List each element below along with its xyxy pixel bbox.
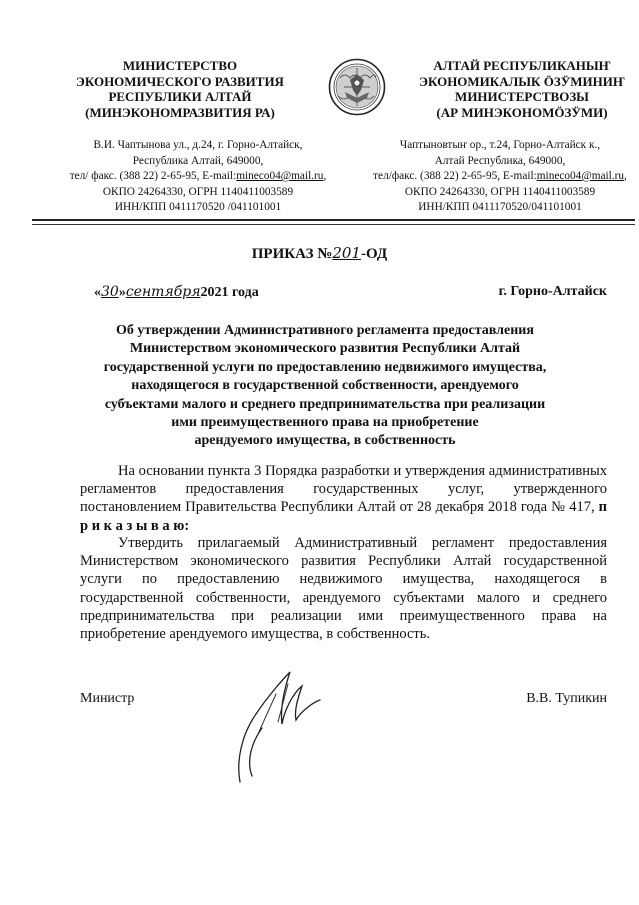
- header-left-title-line: РЕСПУБЛИКИ АЛТАЙ: [108, 89, 252, 104]
- header-divider-thin: [32, 224, 635, 225]
- subject-line: ими преимущественного права на приобретение: [171, 415, 479, 431]
- signature-graphic: [222, 664, 342, 788]
- header-left-address-1: В.И. Чаптынова ул., д.24, г. Горно-Алтайск,: [93, 139, 303, 151]
- order-city: г. Горно-Алтайск: [498, 284, 607, 299]
- header-right-info: [364, 138, 636, 216]
- date-quote-open: «: [94, 285, 101, 300]
- subject-line: Министерством экономического развития Республики Алтай: [129, 341, 521, 357]
- header-right-email-link[interactable]: mineco04@mail.ru: [536, 170, 625, 182]
- coat-of-arms-emblem-icon: [328, 58, 386, 116]
- date-quote-close: »: [118, 285, 126, 300]
- header-left-phone-suffix: ,: [323, 170, 327, 182]
- header-left-contacts: [62, 169, 334, 185]
- header-right-inn: ИНН/КПП 0411170520/041101001: [418, 201, 582, 213]
- order-suffix: -ОД: [360, 246, 388, 262]
- subject-line: Об утверждении Административного регламента предоставления: [116, 323, 534, 338]
- order-date: [94, 284, 259, 301]
- header-right-title-line: АЛТАЙ РЕСПУБЛИКАНЫҤ: [433, 58, 611, 73]
- order-title: [0, 244, 639, 263]
- header-left-info: [62, 138, 334, 216]
- header-left-title-line: ЭКОНОМИЧЕСКОГО РАЗВИТИЯ: [76, 73, 284, 89]
- header-left-phone: тел/ факс. (388 22) 2-65-95, E-mail:: [69, 170, 237, 182]
- header-right-address-2: Алтай Республика, 649000,: [434, 154, 566, 167]
- header-right-address-1: Чаптыновтыҥ ор., т.24, Горно-Алтайск к.,: [399, 139, 601, 151]
- order-command: п р и к а з ы в а ю:: [80, 499, 607, 534]
- body-paragraph-2: [80, 534, 607, 643]
- subject-line: государственной услуги по предоставлению недвижимого имущества,: [103, 359, 547, 375]
- header-left-email-link[interactable]: mineco04@mail.ru: [236, 170, 324, 182]
- subject-line: арендуемого имущества, в собственность: [194, 433, 456, 449]
- order-number: 201: [332, 244, 361, 262]
- header-left-title-line: МИНИСТЕРСТВО: [122, 58, 238, 73]
- header-divider-thick: [32, 219, 635, 221]
- body-paragraph-1: [80, 462, 607, 535]
- header-left-address-2: Республика Алтай, 649000,: [132, 154, 264, 167]
- paragraph-2-text: Утвердить прилагаемый Административный регламент предоставления Министерством экономического развития Республики Алтай государственной услуги по предоставлению недвижимого имущества, находящегося в государственной собственности, арендуемого субъектами малого и среднего предпринимательства при реализации ими преимущественного права на приобретение арендуемого имущества, в собственность.: [80, 535, 607, 643]
- handwritten-signature-icon: [222, 664, 342, 788]
- subject-line: субъектами малого и среднего предпринимательства при реализации: [104, 396, 546, 412]
- header-right-contacts: [364, 169, 636, 185]
- date-year: 2021 года: [200, 285, 259, 300]
- header-right-phone-suffix: ,: [624, 170, 627, 182]
- header-right-title-line: МИНИСТЕРСТВОЗЫ: [455, 89, 589, 104]
- header-left-inn: ИНН/КПП 0411170520 /041101001: [114, 201, 282, 213]
- order-prefix: ПРИКАЗ №: [251, 246, 333, 262]
- signature-name: В.В. Тупикин: [526, 691, 607, 706]
- header-left-title: [60, 58, 300, 120]
- emblem-graphic: [328, 58, 386, 116]
- header-right-title: [407, 58, 637, 120]
- subject-line: находящегося в государственной собственности, арендуемого: [131, 378, 519, 394]
- header-left-title-line: (МИНЭКОНОМРАЗВИТИЯ РА): [85, 104, 275, 120]
- header-left-okpo: ОКПО 24264330, ОГРН 1140411003589: [102, 185, 294, 198]
- order-subject: [60, 322, 590, 451]
- header-right-phone: тел/факс. (388 22) 2-65-95, E-mail:: [373, 170, 537, 182]
- paragraph-1-content: [80, 462, 607, 535]
- date-day: 30: [101, 284, 119, 300]
- header-right-okpo: ОКПО 24264330, ОГРН 1140411003589: [404, 185, 596, 198]
- date-month: сентября: [125, 284, 201, 300]
- header-right-title-line: ЭКОНОМИКАЛЫК ÖЗӰМИНИҤ: [419, 73, 625, 89]
- paragraph-1-text: На основании пункта 3 Порядка разработки и утверждения административных регламентов предоставления государственных услуг, утвержденного постановлением Правительства Республики Алтай от 28 декабря 2018 года № 417,: [80, 463, 607, 516]
- header-right-title-line: (АР МИНЭКОНОМÖЗӰМИ): [436, 104, 608, 120]
- signature-position: Министр: [80, 691, 135, 706]
